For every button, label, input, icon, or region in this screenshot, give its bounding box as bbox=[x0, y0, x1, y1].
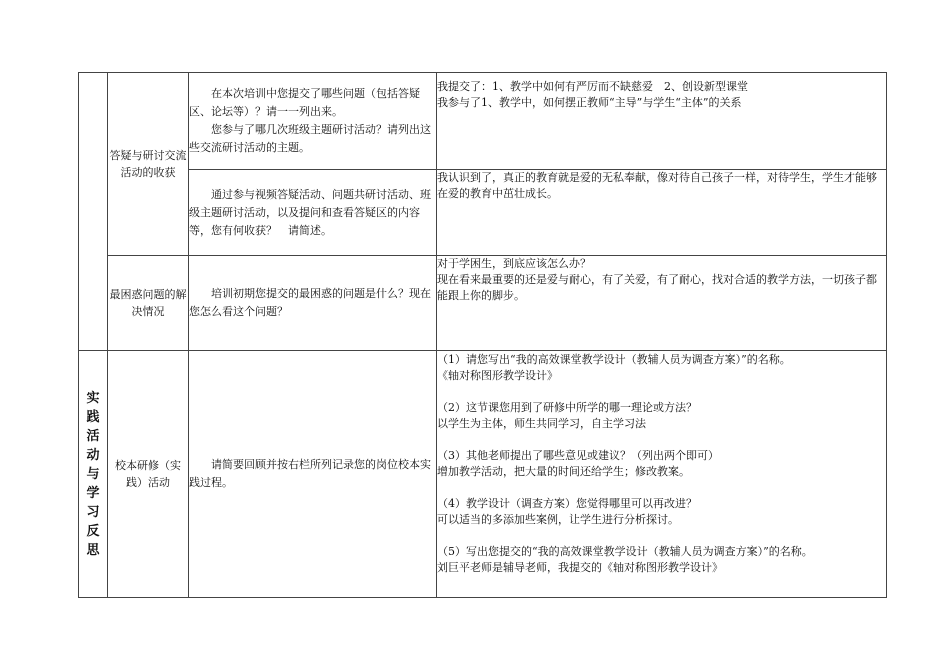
training-summary-table bbox=[78, 72, 887, 598]
question-cell bbox=[189, 170, 437, 256]
answer-text: （4）教学设计（调查方案）您觉得哪里可以再改进？ bbox=[437, 497, 697, 510]
answer-text: （1）请您写出“我的高效课堂教学设计（教辅人员为调查方案）”的名称。 bbox=[437, 353, 791, 366]
question-cell bbox=[189, 256, 437, 351]
section-title-char: 与 bbox=[86, 466, 100, 482]
answer-text: 增加教学活动，把大量的时间还给学生；修改教案。 bbox=[437, 465, 690, 478]
answer-text: （5）写出您提交的“我的高效课堂教学设计（教辅人员为调查方案）”的名称。 bbox=[437, 545, 813, 558]
section-title-char: 实 bbox=[86, 390, 100, 406]
answer-text: 对于学困生，到底应该怎么办？ bbox=[437, 257, 591, 270]
answer-text: 刘巨平老师是辅导老师，我提交的《轴对称图形教学设计》 bbox=[437, 561, 723, 574]
table-row bbox=[79, 170, 887, 256]
question-text: 在本次培训中您提交了哪些问题（包括答疑区、论坛等）？请一一列出来。 bbox=[189, 87, 420, 118]
category-label: 校本研修（实践）活动 bbox=[115, 459, 181, 489]
question-text: 您参与了哪几次班级主题研讨活动？请列出这些交流研讨活动的主题。 bbox=[189, 123, 431, 154]
answer-text: 以学生为主体，师生共同学习，自主学习法 bbox=[437, 417, 646, 430]
question-text: 通过参与视频答疑活动、问题共研讨活动、班级主题研讨活动，以及提问和查看答疑区的内容等，您有何收获？ 请简述。 bbox=[189, 187, 431, 237]
answer-text: 我认识到了，真正的教育就是爱的无私奉献，像对待自己孩子一样，对待学生，学生才能够在爱的教育中茁壮成长。 bbox=[437, 171, 877, 200]
section-title-char: 学 bbox=[86, 485, 100, 501]
section-title-char: 践 bbox=[86, 409, 100, 425]
category-cell bbox=[108, 256, 189, 351]
category-label: 答疑与研讨交流活动的收获 bbox=[109, 149, 187, 179]
section-title-char: 思 bbox=[86, 542, 100, 558]
question-cell bbox=[189, 73, 437, 170]
question-text: 请简要回顾并按右栏所列记录您的岗位校本实践过程。 bbox=[189, 458, 431, 489]
question-text: 培训初期您提交的最困惑的问题是什么？现在您怎么看这个问题？ bbox=[189, 287, 431, 318]
section-cell-empty bbox=[79, 73, 108, 351]
table-row bbox=[79, 73, 887, 170]
answer-cell bbox=[437, 351, 887, 598]
answer-text: （2）这节课您用到了研修中所学的哪一理论或方法？ bbox=[437, 401, 697, 414]
answer-text: 现在看来最重要的还是爱与耐心，有了关爱，有了耐心，找对合适的教学方法，一切孩子都能跟上你的脚步。 bbox=[437, 273, 877, 302]
answer-text: 我提交了：1、教学中如何有严厉而不缺慈爱 2、创设新型课堂 bbox=[437, 80, 748, 93]
table-row bbox=[79, 351, 887, 598]
answer-text: 我参与了1、教学中，如何摆正教师“主导”与学生“主体”的关系 bbox=[437, 96, 742, 109]
category-label: 最困惑问题的解决情况 bbox=[109, 288, 187, 318]
section-title bbox=[79, 351, 108, 598]
category-cell bbox=[108, 73, 189, 256]
question-cell bbox=[189, 351, 437, 598]
section-title-char: 习 bbox=[86, 504, 100, 520]
section-title-char: 反 bbox=[86, 523, 100, 539]
answer-cell bbox=[437, 256, 887, 351]
answer-text: 可以适当的多添加些案例，让学生进行分析探讨。 bbox=[437, 513, 679, 526]
section-title-char: 动 bbox=[86, 447, 100, 463]
answer-cell bbox=[437, 170, 887, 256]
table-row bbox=[79, 256, 887, 351]
category-cell bbox=[108, 351, 189, 598]
answer-text: 《轴对称图形教学设计》 bbox=[437, 369, 558, 382]
answer-text: （3）其他老师提出了哪些意见或建议？（列出两个即可） bbox=[437, 449, 719, 462]
section-title-char: 活 bbox=[86, 428, 100, 444]
answer-cell bbox=[437, 73, 887, 170]
